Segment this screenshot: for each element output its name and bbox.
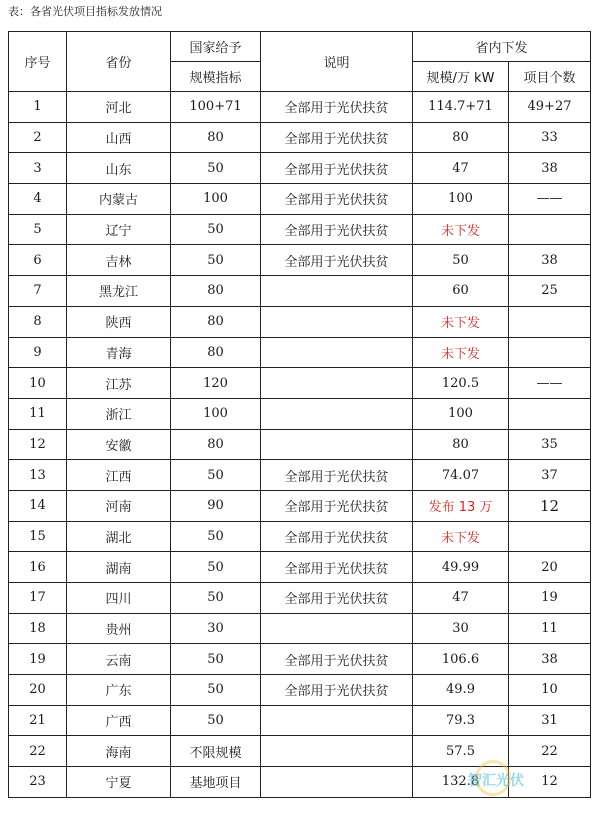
cell-note: 全部用于光伏扶贫 [261,675,413,706]
cell-scale: 47 [413,153,509,184]
cell-count: 22 [509,736,591,767]
cell-national: 50 [171,153,261,184]
cell-national: 50 [171,552,261,583]
cell-count: —— [509,184,591,215]
cell-seq: 15 [9,521,67,552]
cell-seq: 10 [9,368,67,399]
cell-note: 全部用于光伏扶贫 [261,184,413,215]
header-national-sub: 规模指标 [171,62,261,92]
cell-note [261,306,413,337]
cell-scale-not-issued: 未下发 [413,521,509,552]
table-row [9,122,591,153]
cell-province: 内蒙古 [67,184,171,215]
cell-note [261,705,413,736]
cell-province: 山东 [67,153,171,184]
cell-count [509,337,591,368]
cell-seq: 2 [9,122,67,153]
cell-count: 35 [509,429,591,460]
header-scale: 规模/万 kW [413,62,509,92]
cell-province: 河北 [67,92,171,123]
cell-seq: 14 [9,490,67,521]
cell-note: 全部用于光伏扶贫 [261,214,413,245]
cell-seq: 22 [9,736,67,767]
table-row [9,460,591,491]
cell-national: 80 [171,306,261,337]
cell-scale: 100 [413,184,509,215]
cell-province: 四川 [67,583,171,614]
cell-note: 全部用于光伏扶贫 [261,521,413,552]
cell-scale: 60 [413,276,509,307]
cell-national: 50 [171,675,261,706]
cell-national: 50 [171,521,261,552]
cell-seq: 17 [9,583,67,614]
cell-national: 50 [171,214,261,245]
cell-scale: 49.99 [413,552,509,583]
cell-national: 80 [171,122,261,153]
cell-seq: 7 [9,276,67,307]
cell-scale: 100 [413,398,509,429]
cell-seq: 11 [9,398,67,429]
cell-national: 不限规模 [171,736,261,767]
cell-note: 全部用于光伏扶贫 [261,490,413,521]
cell-province: 云南 [67,644,171,675]
table-row [9,398,591,429]
cell-note [261,368,413,399]
table-row [9,276,591,307]
cell-scale-not-issued: 未下发 [413,306,509,337]
table-row [9,214,591,245]
cell-scale-issued: 发布 13 万 [413,490,509,521]
cell-seq: 6 [9,245,67,276]
cell-count: 31 [509,705,591,736]
cell-count: 49+27 [509,92,591,123]
cell-scale: 120.5 [413,368,509,399]
header-province: 省份 [67,32,171,92]
cell-note [261,398,413,429]
table-row [9,184,591,215]
cell-count [509,214,591,245]
table-row [9,644,591,675]
cell-province: 江苏 [67,368,171,399]
cell-province: 辽宁 [67,214,171,245]
table-row [9,490,591,521]
cell-seq: 8 [9,306,67,337]
table-row [9,613,591,644]
cell-note [261,736,413,767]
cell-note: 全部用于光伏扶贫 [261,245,413,276]
cell-count: 12 [509,490,591,521]
cell-note [261,429,413,460]
cell-seq: 1 [9,92,67,123]
cell-national: 90 [171,490,261,521]
cell-scale: 79.3 [413,705,509,736]
cell-count [509,306,591,337]
cell-province: 安徽 [67,429,171,460]
cell-seq: 12 [9,429,67,460]
cell-scale: 30 [413,613,509,644]
cell-scale: 106.6 [413,644,509,675]
cell-province: 山西 [67,122,171,153]
table-row [9,705,591,736]
cell-seq: 16 [9,552,67,583]
cell-province: 贵州 [67,613,171,644]
cell-national: 50 [171,245,261,276]
cell-note [261,276,413,307]
cell-national: 80 [171,276,261,307]
cell-province: 吉林 [67,245,171,276]
cell-note: 全部用于光伏扶贫 [261,583,413,614]
table-row [9,368,591,399]
cell-scale-not-issued: 未下发 [413,337,509,368]
header-provincial: 省内下发 [413,32,591,62]
table-row [9,337,591,368]
cell-count: —— [509,368,591,399]
cell-note: 全部用于光伏扶贫 [261,644,413,675]
cell-province: 河南 [67,490,171,521]
cell-national: 30 [171,613,261,644]
province-indicator-table [8,31,591,798]
cell-count: 25 [509,276,591,307]
cell-scale: 49.9 [413,675,509,706]
cell-count [509,521,591,552]
cell-count: 37 [509,460,591,491]
cell-national: 基地项目 [171,767,261,798]
cell-scale-not-issued: 未下发 [413,214,509,245]
cell-province: 广东 [67,675,171,706]
cell-note [261,613,413,644]
cell-national: 100 [171,398,261,429]
cell-count: 10 [509,675,591,706]
table-caption: 表：各省光伏项目指标发放情况 [8,5,162,18]
cell-count: 19 [509,583,591,614]
cell-seq: 21 [9,705,67,736]
cell-province: 江西 [67,460,171,491]
cell-count: 11 [509,613,591,644]
cell-note [261,767,413,798]
cell-province: 黑龙江 [67,276,171,307]
header-count: 项目个数 [509,62,591,92]
watermark-logo: 智汇光伏 [468,773,524,789]
cell-seq: 9 [9,337,67,368]
cell-note: 全部用于光伏扶贫 [261,92,413,123]
cell-province: 宁夏 [67,767,171,798]
cell-scale: 47 [413,583,509,614]
header-national: 国家给予 [171,32,261,62]
cell-province: 浙江 [67,398,171,429]
cell-national: 120 [171,368,261,399]
cell-seq: 23 [9,767,67,798]
cell-seq: 20 [9,675,67,706]
cell-seq: 3 [9,153,67,184]
cell-scale: 57.5 [413,736,509,767]
table-row [9,429,591,460]
table-row [9,736,591,767]
cell-scale: 74.07 [413,460,509,491]
cell-scale: 114.7+71 [413,92,509,123]
cell-national: 100 [171,184,261,215]
cell-note: 全部用于光伏扶贫 [261,153,413,184]
cell-count: 12 [509,767,591,798]
cell-count: 38 [509,153,591,184]
cell-count [509,398,591,429]
header-note: 说明 [261,32,413,92]
cell-note: 全部用于光伏扶贫 [261,122,413,153]
table-row [9,92,591,123]
cell-note: 全部用于光伏扶贫 [261,552,413,583]
cell-province: 海南 [67,736,171,767]
cell-seq: 4 [9,184,67,215]
table-row [9,521,591,552]
cell-count: 38 [509,644,591,675]
cell-province: 湖北 [67,521,171,552]
cell-national: 80 [171,429,261,460]
table-row [9,306,591,337]
cell-scale: 132.8 [413,767,509,798]
cell-national: 50 [171,583,261,614]
cell-seq: 13 [9,460,67,491]
cell-national: 50 [171,705,261,736]
table-row [9,675,591,706]
cell-count: 20 [509,552,591,583]
table-row [9,552,591,583]
header-seq: 序号 [9,32,67,92]
table-row [9,245,591,276]
cell-scale: 50 [413,245,509,276]
cell-note [261,337,413,368]
cell-count: 38 [509,245,591,276]
table-row [9,153,591,184]
cell-national: 100+71 [171,92,261,123]
cell-count: 33 [509,122,591,153]
cell-province: 陕西 [67,306,171,337]
cell-seq: 19 [9,644,67,675]
cell-national: 50 [171,644,261,675]
cell-province: 湖南 [67,552,171,583]
cell-province: 青海 [67,337,171,368]
cell-national: 50 [171,460,261,491]
cell-scale: 80 [413,429,509,460]
cell-seq: 5 [9,214,67,245]
cell-seq: 18 [9,613,67,644]
cell-note: 全部用于光伏扶贫 [261,460,413,491]
cell-scale: 80 [413,122,509,153]
cell-national: 80 [171,337,261,368]
table-row [9,583,591,614]
cell-province: 广西 [67,705,171,736]
